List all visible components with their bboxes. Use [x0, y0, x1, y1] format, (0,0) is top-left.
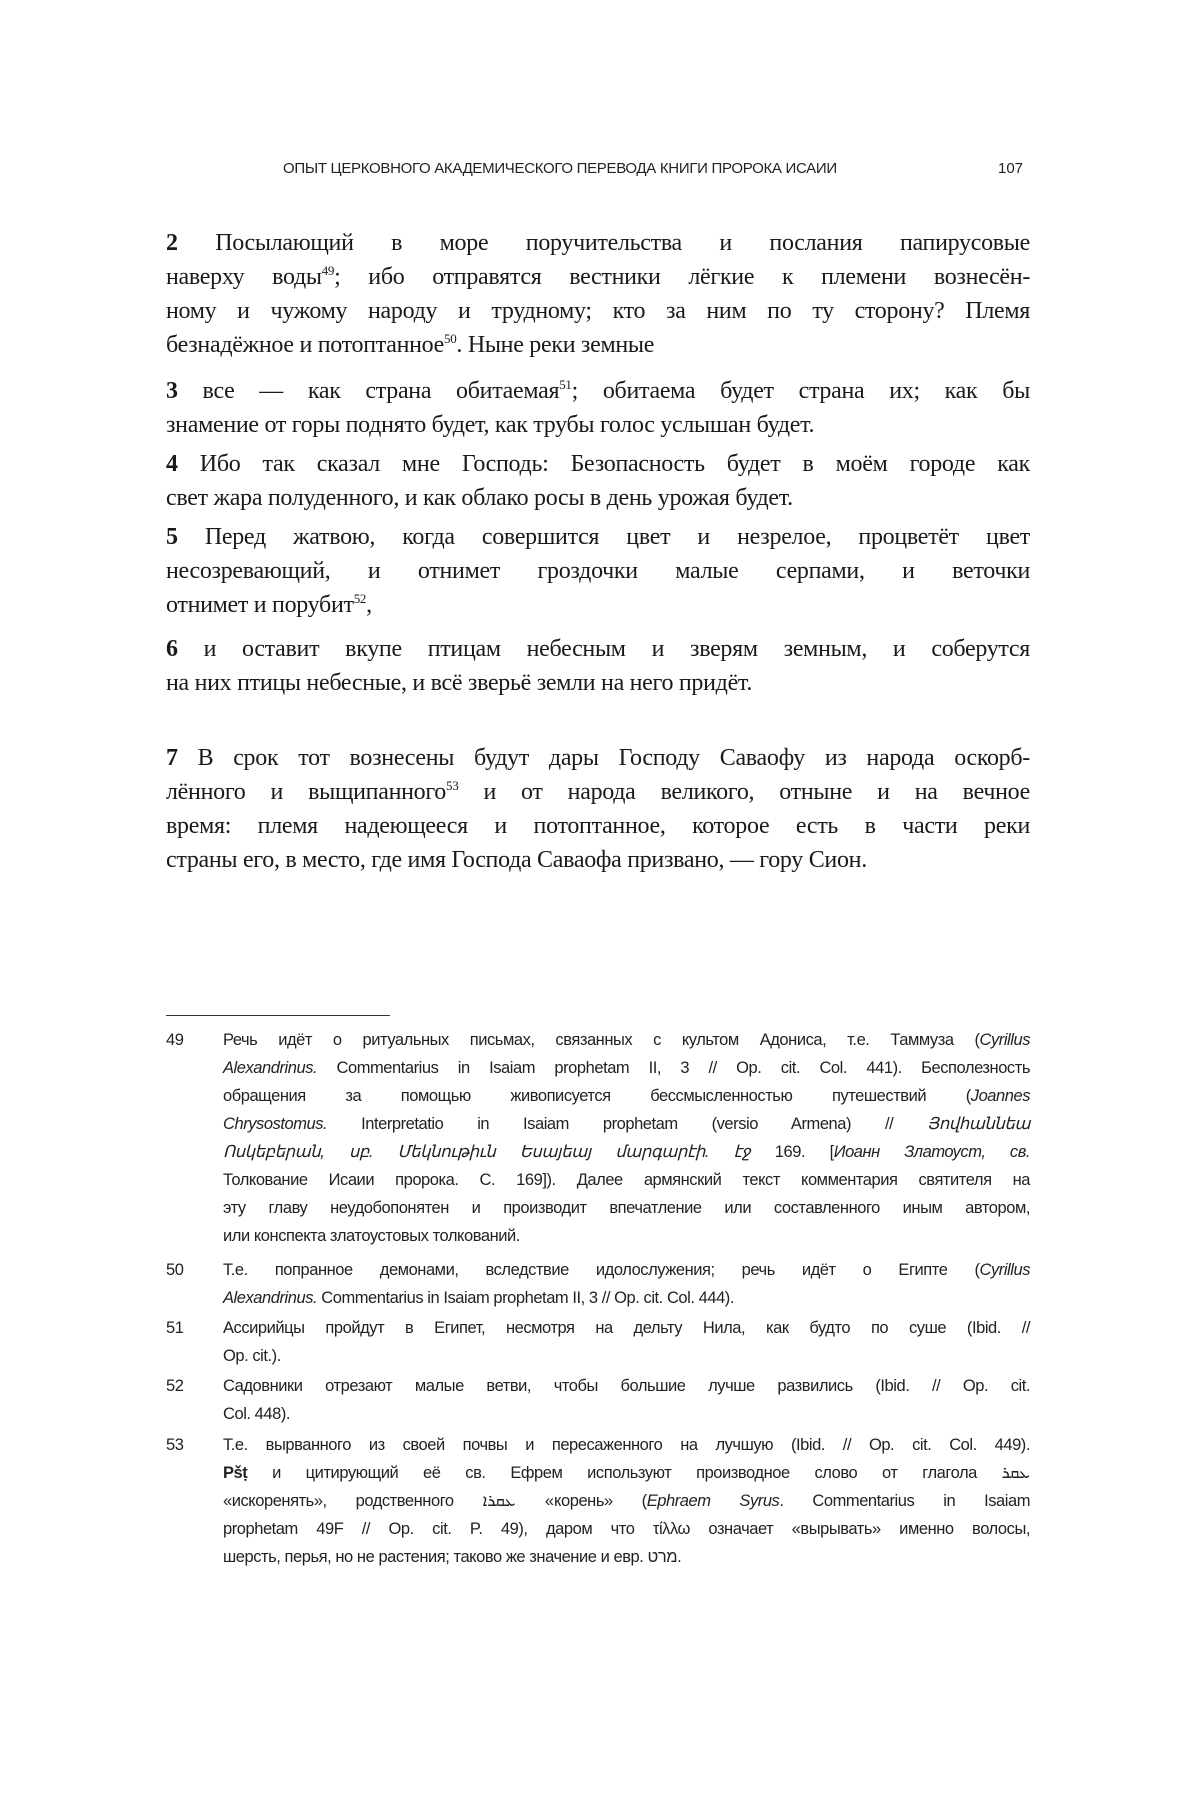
verse-number: 4 — [166, 451, 178, 477]
text-run[interactable]: Op. cit.). — [223, 1347, 281, 1365]
text-line — [166, 481, 1030, 515]
footnote-body — [223, 1314, 1030, 1370]
footnote-line — [223, 1222, 1030, 1250]
text-run[interactable]: Речь идёт о ритуальных письмах, связанных с культом Адониса, т.е. Таммуза ( — [223, 1031, 980, 1049]
text-line — [166, 843, 1030, 877]
text-run[interactable]: Ибо так сказал мне Господь: Безопасность будет в моём городе как — [177, 451, 1030, 477]
footnote-line — [223, 1400, 1030, 1428]
italic-text: Joannes — [970, 1087, 1030, 1105]
text-run[interactable]: Толкование Исаии пророка. С. 169]). Далее армянский текст комментария святителя на — [223, 1171, 1030, 1189]
footnote-line — [223, 1026, 1030, 1054]
footnote — [166, 1026, 1030, 1250]
italic-text: Alexandrinus. — [223, 1059, 318, 1077]
text-run[interactable]: «искоренять», родственного ܥܩܪܐ «корень» ( — [223, 1492, 647, 1510]
text-run[interactable]: Т.е. вырванного из своей почвы и пересаженного на лучшую (Ibid. // Op. cit. Col. 449). — [223, 1436, 1030, 1454]
text-line — [166, 226, 1030, 260]
text-run[interactable]: и оставит вкупе птицам небесным и зверям земным, и соберутся — [177, 636, 1030, 662]
footnote-line — [223, 1431, 1030, 1459]
verse — [166, 447, 1030, 515]
text-line — [166, 328, 1030, 362]
footnote-line — [223, 1082, 1030, 1110]
footnote-body — [223, 1256, 1030, 1312]
footnote-ref[interactable]: 50 — [444, 331, 457, 346]
footnote — [166, 1431, 1030, 1571]
text-line — [166, 666, 1030, 700]
footnote-line — [223, 1543, 1030, 1571]
text-run[interactable]: Т.е. попранное демонами, вследствие идолослужения; речь идёт о Египте ( — [223, 1261, 980, 1279]
text-line — [166, 741, 1030, 775]
italic-text: Иоанн Златоуст, св. — [833, 1143, 1031, 1161]
footnote-body — [223, 1372, 1030, 1428]
text-run[interactable]: обращения за помощью живописуется бессмысленностью путешествий ( — [223, 1087, 971, 1105]
text-run[interactable]: . Ныне реки земные — [456, 332, 655, 358]
text-line — [166, 588, 1030, 622]
text-run[interactable]: время: племя надеющееся и потоптанное, которое есть в части реки — [166, 813, 1030, 839]
verse-number: 2 — [166, 230, 178, 256]
text-line — [166, 520, 1030, 554]
text-run[interactable]: страны его, в место, где имя Господа Саваофа призвано, — гору Сион. — [166, 847, 867, 873]
footnote-number: 49 — [166, 1031, 184, 1049]
verse-number: 3 — [166, 378, 178, 404]
footnote-body — [223, 1026, 1030, 1250]
verse — [166, 520, 1030, 622]
text-line — [166, 408, 1030, 442]
footnote-line — [223, 1054, 1030, 1082]
text-line — [166, 632, 1030, 666]
footnote-ref[interactable]: 52 — [353, 591, 367, 606]
italic-text: Cyrillus — [979, 1031, 1030, 1049]
verse-number: 6 — [166, 636, 178, 662]
text-run[interactable]: 169. [ — [750, 1143, 834, 1161]
text-line — [166, 554, 1030, 588]
text-line — [166, 294, 1030, 328]
italic-text: Chrysostomus. — [223, 1115, 328, 1133]
verse — [166, 632, 1030, 700]
footnote-line — [223, 1372, 1030, 1400]
footnote-number: 50 — [166, 1261, 184, 1279]
text-run[interactable]: . Commentarius in Isaiam — [779, 1492, 1030, 1510]
text-run[interactable]: эту главу неудобопонятен и производит впечатление или составленного иным автором, — [223, 1199, 1030, 1217]
footnote — [166, 1256, 1030, 1312]
text-line — [166, 809, 1030, 843]
footnote-number: 51 — [166, 1319, 184, 1337]
text-line — [166, 775, 1030, 809]
footnote-line — [223, 1342, 1030, 1370]
text-run[interactable]: Перед жатвою, когда совершится цвет и незрелое, процветёт цвет — [177, 524, 1030, 550]
text-run[interactable]: Interpretatio in Isaiam prophetam (versio Armena) // — [327, 1115, 928, 1133]
verse — [166, 226, 1030, 362]
text-run[interactable]: и цитирующий её св. Ефрем используют производное слово от глагола ܥܩܪ — [247, 1464, 1030, 1482]
footnote-line — [223, 1166, 1030, 1194]
footnote-line — [223, 1194, 1030, 1222]
text-line — [166, 447, 1030, 481]
text-run[interactable]: Посылающий в море поручительства и послания папирусовые — [177, 230, 1030, 256]
text-run[interactable]: Садовники отрезают малые ветви, чтобы большие лучше развились (Ibid. // Op. cit. — [223, 1377, 1030, 1395]
text-run[interactable]: шерсть, перья, но не растения; таково же значение и евр. מרט. — [223, 1548, 682, 1566]
text-run[interactable]: или конспекта златоустовых толкований. — [223, 1227, 520, 1245]
text-run[interactable]: лённого и выщипанного — [166, 779, 447, 805]
footnote-line — [223, 1459, 1030, 1487]
text-run[interactable]: Ассирийцы пройдут в Египет, несмотря на дельту Нила, как будто по суше (Ibid. // — [223, 1319, 1030, 1337]
text-run[interactable]: ; обитаема будет страна их; как бы — [571, 378, 1030, 404]
text-run[interactable]: Commentarius in Isaiam prophetam II, 3 // Op. cit. Col. 441). Бесполезность — [317, 1059, 1030, 1077]
text-run[interactable]: и от народа великого, отныне и на вечное — [458, 779, 1030, 805]
footnote — [166, 1314, 1030, 1370]
footnote-line — [223, 1256, 1030, 1284]
text-run[interactable]: наверху воды — [166, 264, 322, 290]
italic-text: Cyrillus — [979, 1261, 1030, 1279]
footnote-line — [223, 1110, 1030, 1138]
footnote-ref[interactable]: 53 — [446, 778, 459, 793]
text-run[interactable]: отнимет и порубит — [166, 592, 354, 618]
verse-number: Pšṭ — [223, 1464, 248, 1482]
verse-number: 5 — [166, 524, 178, 550]
text-run[interactable]: свет жара полуденного, и как облако росы в день урожая будет. — [166, 485, 793, 511]
italic-text: Յովհաննեա — [927, 1115, 1030, 1133]
italic-text: Ephraem Syrus — [646, 1492, 780, 1510]
footnote-body — [223, 1431, 1030, 1571]
text-run[interactable]: ; ибо отправятся вестники лёгкие к племени вознесён- — [334, 264, 1031, 290]
verse-number: 7 — [166, 745, 178, 771]
text-run[interactable]: на них птицы небесные, и всё зверьё земли на него придёт. — [166, 670, 753, 696]
text-run[interactable]: все — как страна обитаемая — [177, 378, 560, 404]
running-header: ОПЫТ ЦЕРКОВНОГО АКАДЕМИЧЕСКОГО ПЕРЕВОДА КНИГИ ПРОРОКА ИСАИИ — [283, 160, 837, 177]
verse — [166, 741, 1030, 877]
text-run[interactable]: безнадёжное и потоптанное — [166, 332, 445, 358]
footnote-line — [223, 1487, 1030, 1515]
footnote-line — [223, 1284, 1030, 1312]
text-run[interactable]: ному и чужому народу и трудному; кто за ним по ту сторону? Племя — [166, 298, 1030, 324]
text-run[interactable]: В срок тот вознесены будут дары Господу Саваофу из народа оскорб- — [177, 745, 1030, 771]
footnote-line — [223, 1515, 1030, 1543]
text-run[interactable]: , — [366, 592, 372, 618]
footnote-ref[interactable]: 51 — [559, 377, 572, 392]
text-run[interactable]: знамение от горы поднято будет, как трубы голос услышан будет. — [166, 412, 815, 438]
text-run[interactable]: несозревающий, и отнимет гроздочки малые серпами, и веточки — [166, 558, 1030, 584]
text-run[interactable]: prophetam 49F // Op. cit. P. 49), даром что τίλλω означает «вырывать» именно волосы, — [223, 1520, 1030, 1538]
italic-text: Ոսկեբերան, սբ. Մեկնութիւն Եսայեայ մարգարէի. էջ — [223, 1143, 751, 1161]
italic-text: Alexandrinus. — [223, 1289, 318, 1307]
page-number: 107 — [998, 160, 1024, 177]
text-line — [166, 374, 1030, 408]
text-line — [166, 260, 1030, 294]
text-run[interactable]: Commentarius in Isaiam prophetam II, 3 // Op. cit. Col. 444). — [317, 1289, 734, 1307]
footnote-separator — [166, 1015, 390, 1016]
footnote — [166, 1372, 1030, 1428]
footnote-line — [223, 1314, 1030, 1342]
text-run[interactable]: Col. 448). — [223, 1405, 291, 1423]
footnote-number: 52 — [166, 1377, 184, 1395]
footnote-ref[interactable]: 49 — [321, 263, 335, 278]
verse — [166, 374, 1030, 442]
footnote-line — [223, 1138, 1030, 1166]
footnote-number: 53 — [166, 1436, 184, 1454]
